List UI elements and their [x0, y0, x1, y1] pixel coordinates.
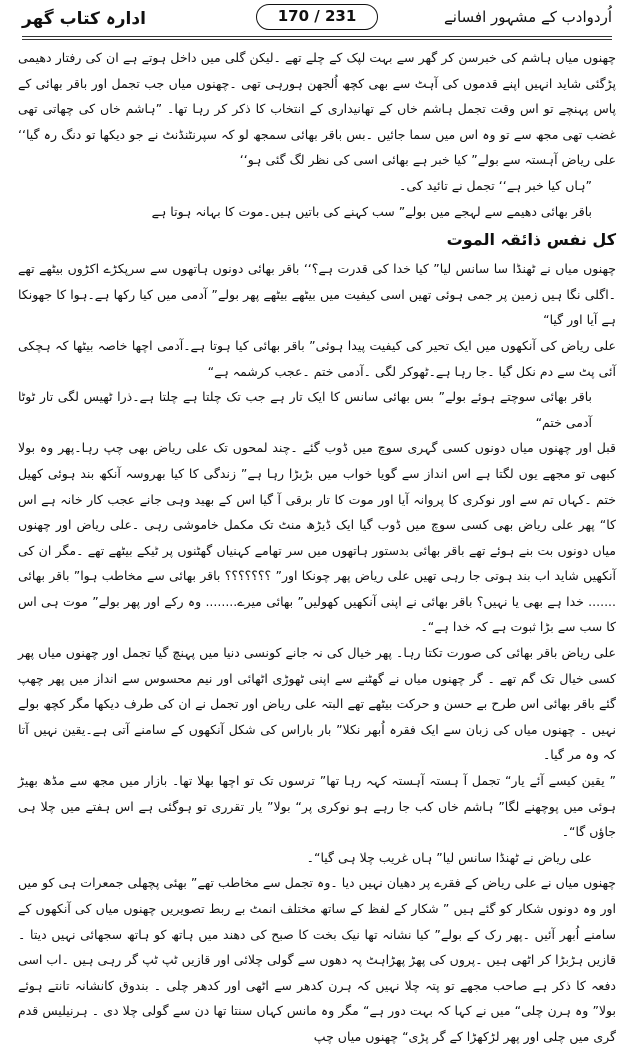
page-header: [0, 0, 634, 40]
paragraph: ”ہاں کیا خبر ہے‘‘ تجمل نے تائید کی۔: [399, 177, 592, 193]
paragraph: چھنوں میاں ہاشم کی خبرسن کر گھر سے بہت لپک کے چلے تھے ۔لیکن گلی میں داخل ہوتے ہے ان کی رفتار دھیمی پڑگئی شاید انہیں اپنے قدموں کی آہٹ سے بھی کچھ اُلجھن ہورہی تھی ۔چھنوں میاں جب تجمل اور باقر بھائی کے پاس پہنچے تو اس وقت تجمل ہاشم خاں کے تھانیداری کے انتخاب کا ذکر کر رہا تھا۔ ”ہاشم خاں کی چھاتی تھی غضب تھی مجھ سے تو وہ اس میں سما جائیں ۔بس باقر بھائی سمجھ لو کہ سپرنٹنڈنٹ نے جو دیکھا تو دنگ رہ گیا‘‘ علی ریاض آہستہ سے بولے” کیا خبر ہے بھائی اسی کی نظر لگ گئی ہو‘‘: [18, 50, 616, 168]
book-title: اُردوادب کے مشہور افسانے: [444, 8, 612, 26]
paragraph: چھنوں میاں نے علی ریاض کے فقرے پر دھیان نہیں دیا ۔وہ تجمل سے مخاطب تھے” بھئی پچھلی جمعرات ہی کو میں اور وہ دونوں شکار کو گئے ہیں ” شکار کے لفظ کے ساتھ مختلف انمٹ بے ربط تصویریں چھنوں میاں کی آنکھوں کے سامنے اُبھر آئیں ۔پھر رک کے بولے” کیا نشانہ تھا نیک بخت کا صبح کی دھند میں ہاتھ کو ہاتھ سجھائی نہیں دیتا ۔قازیں ہڑبڑا کر اٹھی ہیں ۔پروں کی پھڑ پھڑاہٹ پہ دھوں سے گولی چلائی اور قازیں ٹپ ٹپ گر رہی ہیں ۔اب اسی دفعہ کا ذکر ہے صاحب مجھے تو پتہ چلا نہیں کہ ہرن کدھر سے اٹھی اور کدھر چلی ۔ بندوق کانشانہ تانتے ہوئے بولا” وہ ہرن چلی“ میں نے کہا کہ بہت دور ہے“ مگر وہ مانس کہاں سنتا تھا دن سے گولی چلا دی ۔ ہرنیلیس قدم گری میں چلی اور پھر لڑکھڑا کے گر پڑی“ چھنوں میاں چپ: [18, 875, 616, 1044]
paragraph: علی ریاض کی آنکھوں میں ایک تحیر کی کیفیت پیدا ہوئی” باقر بھائی کیا ہوتا ہے۔آدمی اچھا خاصہ بیٹھا کہ ہچکی آئی پٹ سے دم نکل گیا ۔جا رہا ہے۔ٹھوکر لگی ۔آدمی ختم ۔عجب کرشمہ ہے“: [18, 337, 616, 379]
header-divider: [22, 36, 612, 40]
document-body: [18, 45, 616, 1050]
publisher-name: ادارہ کتاب گھر: [22, 9, 146, 29]
paragraph: باقر بھائی سوچتے ہوئے بولے” بس بھائی سانس کا ایک تار ہے جب تک چلتا ہے چلتا ہے۔ذرا ٹھیس لگی تار ٹوٹا آدمی ختم“: [18, 389, 592, 430]
page-indicator[interactable]: 170 / 231: [256, 4, 378, 30]
paragraph: علی ریاض باقر بھائی کی صورت تکتا رہا۔ پھر خیال کی نہ جانے کونسی دنیا میں پہنچ گیا تجمل اور چھنوں میاں پھر کسی خیال تک گم تھے ۔ گر چھنوں میاں نے گھٹنے سے اپنی ٹھوڑی اٹھائی اور نیم محسوس سے انداز میں پھر چھپ گئے باقر بھائی اس طرح بے حسن و حرکت بیٹھے تھے البتہ علی ریاض اور تجمل نے ان کی طرف دیکھا مگر کچھ بولے نہیں ۔ چھنوں میاں کی زبان سے ایک فقرہ اُبھر نکلا” بار باراس کی شکل آنکھوں کے سامنے آتی ہے۔یقین نہیں آتا کہ وہ مر گیا۔: [18, 645, 616, 763]
paragraph: باقر بھائی دھیمے سے لہجے میں بولے” سب کہنے کی باتیں ہیں۔موت کا بہانہ ہوتا ہے: [151, 203, 592, 219]
paragraph: ” یقین کیسے آئے یار“ تجمل آ ہستہ آہستہ کہہ رہا تھا” ترسوں تک تو اچھا بھلا تھا۔ بازار میں مجھ سے مڈھ بھیڑ ہوئی میں پوچھنے لگا” ہاشم خاں کب جا رہے ہو نوکری پر“ بولا” یار تقرری تو ہوگئی ہے اس ہفتے میں چلا ہی جاؤں گا“۔: [18, 773, 616, 840]
paragraph: قبل اور چھنوں میاں دونوں کسی گہری سوچ میں ڈوب گئے ۔چند لمحوں تک علی ریاض بھی چپ رہا۔پھر وہ بولا کبھی تو مجھے یوں لگتا ہے اس انداز سے گویا خواب میں بڑبڑا رہا ہے” زندگی کا کیا بھروسہ آنکھ بند ہوئی کھیل ختم ۔کہاں تم سے اور نوکری کا پروانہ آیا اور موت کا تار برقی آ گیا اس کے بھید وہی جانے عجب کار خانہ ہے اس کا“ پھر علی ریاض بھی کسی سوچ میں ڈوب گیا ایک ڈیڑھ منٹ تک مکمل خاموشی رہی ۔علی ریاض اور چھنوں میاں دونوں بت بنے ہوئے تھے باقر بھائی بدستور ہاتھوں میں سر تھامے کہنیاں گھٹنوں پر ٹیکے بیٹھے تھے ۔مگر ان کی آنکھیں شاید اب بند ہوتی جا رہی تھیں علی ریاض پھر چونکا اور” ؟؟؟؟؟؟؟ باقر بھائی سے مخاطب ہوا” باقر بھائی ....... خدا ہے بھی یا نہیں؟ باقر بھائی نے اپنی آنکھیں کھولیں” بھائی میرے........ وہ رکے اور پھر بولے” موت ہی اس کا سب سے بڑا ثبوت ہے کہ خدا ہے“۔: [18, 440, 616, 635]
section-heading: کل نفس ذائقہ الموت: [446, 230, 616, 250]
paragraph: علی ریاض نے ٹھنڈا سانس لیا” ہاں غریب چلا ہی گیا“۔: [306, 849, 592, 865]
paragraph: چھنوں میاں نے ٹھنڈا سا سانس لیا” کیا خدا کی قدرت ہے؟‘‘ باقر بھائی دونوں ہاتھوں سے سرپکڑے اکڑوں بیٹھے تھے ۔اگلی نگا ہیں زمین پر جمی ہوئی تھیں اسی کیفیت میں بیٹھے بیٹھے پھر بولے” آدمی میں کیا رکھا ہے۔ہوا کا جھونکا ہے آیا اور گیا“: [18, 261, 616, 328]
